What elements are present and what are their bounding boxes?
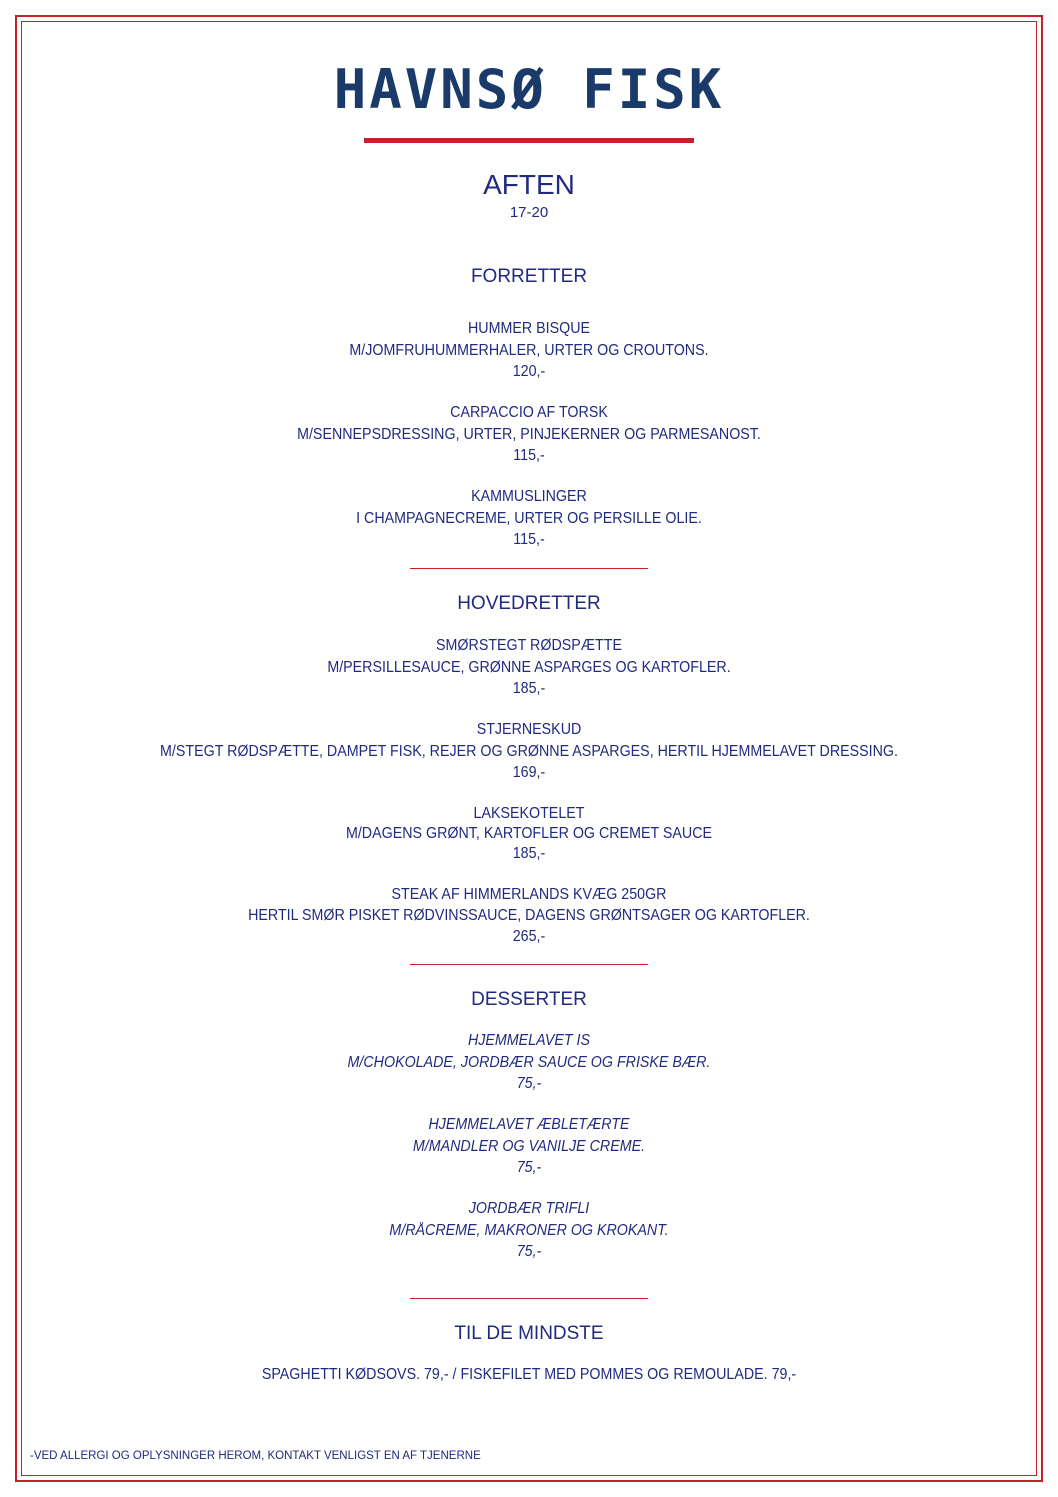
dish-price: 265,- — [512, 928, 546, 945]
menu-hours: 17-20 — [509, 204, 549, 221]
dish-name: JORDBÆR TRIFLI — [468, 1200, 590, 1217]
dish-description: M/CHOKOLADE, JORDBÆR SAUCE OG FRISKE BÆR. — [347, 1054, 711, 1071]
dish-price: 75,- — [516, 1159, 542, 1176]
dish-description: M/SENNEPSDRESSING, URTER, PINJEKERNER OG PARMESANOST. — [297, 426, 761, 443]
kids-menu-line: SPAGHETTI KØDSOVS. 79,- / FISKEFILET MED POMMES OG REMOULADE. 79,- — [261, 1366, 797, 1383]
dish-description: M/MANDLER OG VANILJE CREME. — [412, 1138, 646, 1155]
dish-description: HERTIL SMØR PISKET RØDVINSSAUCE, DAGENS GRØNTSAGER OG KARTOFLER. — [248, 907, 810, 924]
dish-description: M/PERSILLESAUCE, GRØNNE ASPARGES OG KARTOFLER. — [327, 659, 731, 676]
section-heading-desserter: DESSERTER — [471, 989, 587, 1010]
menu-title: AFTEN — [483, 169, 575, 200]
section-divider — [410, 568, 648, 569]
section-heading-forretter: FORRETTER — [470, 266, 588, 287]
section-heading-kids: TIL DE MINDSTE — [454, 1323, 604, 1344]
dish-price: 115,- — [513, 531, 545, 548]
dish-description: M/RÅCREME, MAKRONER OG KROKANT. — [389, 1222, 669, 1239]
dish-name: KAMMUSLINGER — [471, 488, 587, 505]
dish-name: SMØRSTEGT RØDSPÆTTE — [436, 637, 622, 654]
dish-price: 169,- — [512, 764, 546, 781]
dish-description: I CHAMPAGNECREME, URTER OG PERSILLE OLIE. — [356, 510, 702, 527]
dish-description: M/JOMFRUHUMMERHALER, URTER OG CROUTONS. — [349, 342, 709, 359]
dish-name: CARPACCIO AF TORSK — [450, 404, 608, 421]
dish-price: 120,- — [512, 363, 546, 380]
restaurant-logo: HAVNSØ FISK — [333, 58, 725, 121]
dish-price: 75,- — [516, 1243, 542, 1260]
dish-name: HUMMER BISQUE — [467, 320, 591, 337]
dish-name: HJEMMELAVET ÆBLETÆRTE — [428, 1116, 630, 1133]
logo-underline — [364, 138, 694, 143]
dish-price: 185,- — [512, 680, 546, 697]
dish-price: 75,- — [516, 1075, 542, 1092]
dish-price: 115,- — [513, 447, 545, 464]
dish-name: LAKSEKOTELET — [473, 805, 585, 822]
dish-name: STJERNESKUD — [476, 721, 582, 738]
dish-description: M/DAGENS GRØNT, KARTOFLER OG CREMET SAUCE — [345, 825, 713, 842]
section-divider — [410, 1298, 648, 1299]
allergy-note: -VED ALLERGI OG OPLYSNINGER HEROM, KONTAKT VENLIGST EN AF TJENERNE — [30, 1450, 481, 1462]
section-heading-hovedretter: HOVEDRETTER — [457, 593, 601, 614]
dish-name: STEAK AF HIMMERLANDS KVÆG 250GR — [391, 886, 667, 903]
dish-description: M/STEGT RØDSPÆTTE, DAMPET FISK, REJER OG GRØNNE ASPARGES, HERTIL HJEMMELAVET DRESSING. — [160, 743, 898, 760]
section-divider — [410, 964, 648, 965]
dish-name: HJEMMELAVET IS — [467, 1032, 591, 1049]
dish-price: 185,- — [512, 845, 546, 862]
